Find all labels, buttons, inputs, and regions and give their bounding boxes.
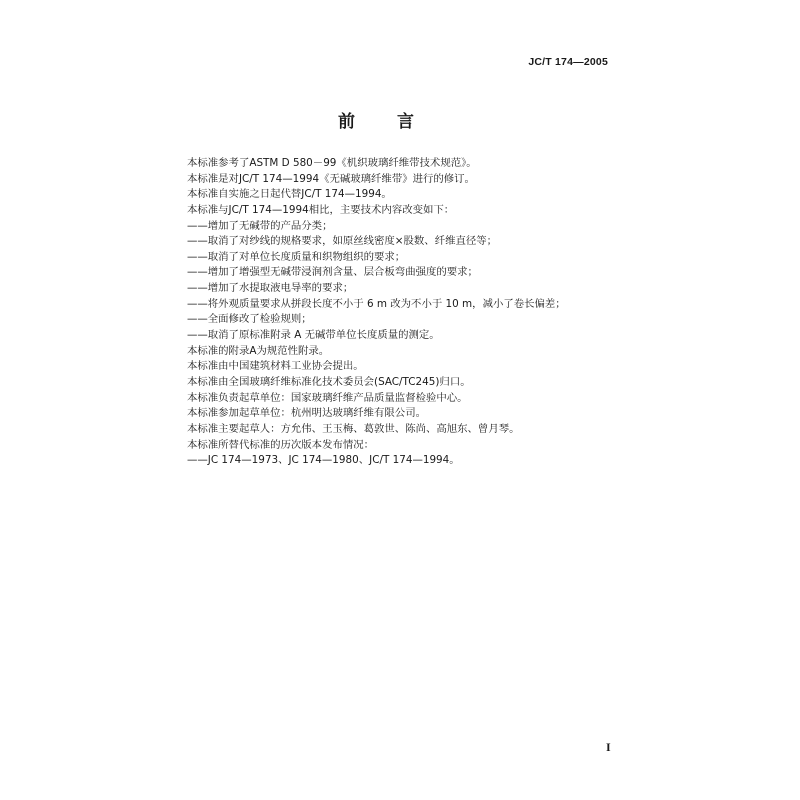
body-line: ——将外观质量要求从拼段长度不小于 6 m 改为不小于 10 m，减小了卷长偏差；: [187, 297, 566, 310]
body-line: 本标准是对JC/T 174—1994《无碱玻璃纤维带》进行的修订。: [187, 172, 475, 185]
body-line: 本标准与JC/T 174—1994相比，主要技术内容改变如下：: [187, 203, 455, 216]
body-line: 本标准负责起草单位：国家玻璃纤维产品质量监督检验中心。: [187, 391, 468, 404]
body-line: 本标准由全国玻璃纤维标准化技术委员会(SAC/TC245)归口。: [187, 375, 471, 388]
body-line: ——增加了无碱带的产品分类；: [187, 219, 333, 232]
body-line: 本标准所替代标准的历次版本发布情况：: [187, 438, 375, 451]
body-line: ——取消了对单位长度质量和织物组织的要求；: [187, 250, 406, 263]
body-line: 本标准参加起草单位：杭州明达玻璃纤维有限公司。: [187, 407, 426, 420]
body-line: ——取消了原标准附录 A 无碱带单位长度质量的测定。: [187, 329, 440, 342]
body-line: ——取消了对纱线的规格要求，如原丝线密度×股数、纤维直径等；: [187, 235, 498, 248]
body-line: ——全面修改了检验规则；: [187, 313, 312, 326]
body-line: 本标准的附录A为规范性附录。: [187, 344, 330, 357]
body-line: 本标准主要起草人：方允伟、王玉梅、葛敦世、陈尚、高旭东、曾月琴。: [187, 422, 520, 435]
foreword-body: [187, 156, 627, 469]
body-line: 本标准由中国建筑材料工业协会提出。: [187, 360, 364, 373]
page-number: I: [606, 740, 611, 754]
body-line: 本标准自实施之日起代替JC/T 174—1994。: [187, 188, 392, 201]
body-line: ——增加了水提取液电导率的要求；: [187, 282, 354, 295]
body-line: ——JC 174—1973、JC 174—1980、JC/T 174—1994。: [187, 454, 460, 467]
body-line: 本标准参考了ASTM D 580－99《机织玻璃纤维带技术规范》。: [187, 157, 477, 169]
body-line: ——增加了增强型无碱带浸润剂含量、层合板弯曲强度的要求；: [187, 266, 478, 279]
page-title: 前 言: [338, 112, 432, 132]
standard-code: JC/T 174—2005: [528, 56, 608, 68]
